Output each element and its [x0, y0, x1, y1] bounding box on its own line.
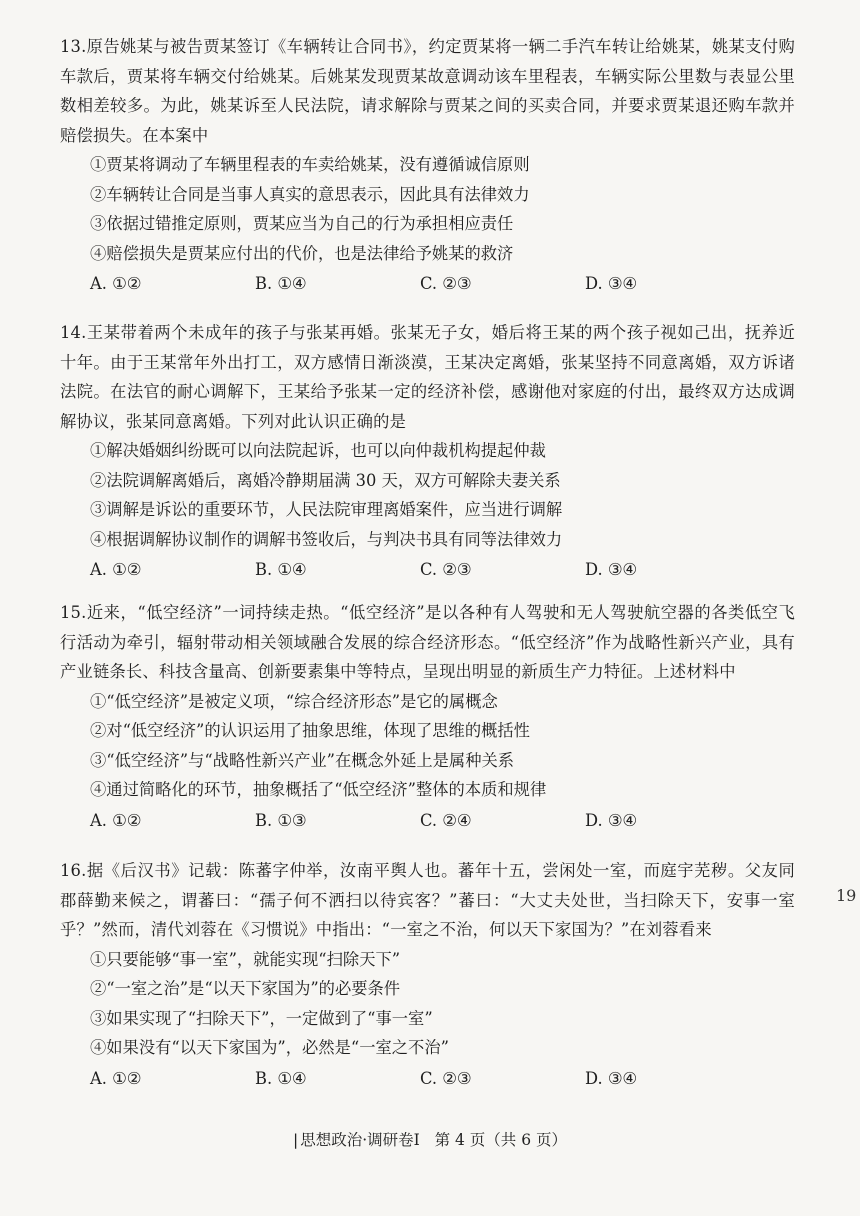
statement-4: ④如果没有“以天下家国为”，必然是“一室之不治” [90, 1038, 449, 1057]
statement-3: ③如果实现了“扫除天下”，一定做到了“事一室” [90, 1008, 433, 1028]
answer-options [60, 805, 795, 836]
statement-4: ④赔偿损失是贾某应付出的代价，也是法律给予姚某的救济 [90, 243, 514, 263]
statement-1: ①“低空经济”是被定义项，“综合经济形态”是它的属概念 [90, 691, 498, 711]
footer-page-number: 第 4 页（共 6 页） [434, 1131, 567, 1149]
statement-2: ②法院调解离婚后，离婚冷静期届满 30 天，双方可解除夫妻关系 [90, 470, 561, 490]
statement-2: ②车辆转让合同是当事人真实的意思表示，因此具有法律效力 [90, 184, 530, 204]
option-c[interactable]: C. ②③ [420, 274, 472, 293]
option-a[interactable]: A. ①② [90, 810, 142, 830]
statement-2: ②“一室之治”是“以天下家国为”的必要条件 [90, 979, 401, 998]
question-stem [60, 598, 795, 687]
question-stem [60, 318, 795, 436]
page-footer [0, 1128, 860, 1150]
option-a[interactable]: A. ①② [90, 560, 142, 579]
stem-text: 近来，“低空经济”一词持续走热。“低空经济”是以各种有人驾驶和无人驾驶航空器的各类低空飞行活动为牵引，辐射带动相关领域融合发展的综合经济形态。“低空经济”作为战略性新兴产业，具有产业链条长、科技含量高、创新要素集中等特点，呈现出明显的新质生产力特征。上述材料中 [60, 603, 795, 681]
option-b[interactable]: B. ①④ [255, 560, 307, 579]
option-d[interactable]: D. ③④ [585, 560, 638, 579]
statement-2: ②对“低空经济”的认识运用了抽象思维，体现了思维的概括性 [90, 721, 530, 740]
stem-text: 原告姚某与被告贾某签订《车辆转让合同书》，约定贾某将一辆二手汽车转让给姚某，姚某支付购车款后，贾某将车辆交付给姚某。后姚某发现贾某故意调动该车里程表，车辆实际公里数与表显公里数相差较多。为此，姚某诉至人民法院，请求解除与贾某之间的买卖合同，并要求贾某退还购车款并赔偿损失。在本案中 [60, 37, 795, 145]
question-13 [60, 32, 795, 299]
option-b[interactable]: B. ①③ [255, 810, 307, 830]
answer-options [60, 1063, 795, 1094]
statement-1: ①解决婚姻纠纷既可以向法院起诉，也可以向仲裁机构提起仲裁 [90, 441, 546, 460]
question-15 [60, 598, 795, 836]
option-b[interactable]: B. ①④ [255, 274, 307, 293]
stem-text: 王某带着两个未成年的孩子与张某再婚。张某无子女，婚后将王某的两个孩子视如己出，抚养近十年。由于王某常年外出打工，双方感情日渐淡漠，王某决定离婚，张某坚持不同意离婚，双方诉诸法院。在法官的耐心调解下，王某给予张某一定的经济补偿，感谢他对家庭的付出，最终双方达成调解协议，张某同意离婚。下列对此认识正确的是 [60, 323, 795, 431]
option-d[interactable]: D. ③④ [585, 810, 638, 830]
footer-divider: | [292, 1131, 299, 1149]
question-16 [60, 856, 795, 1094]
stem-text: 据《后汉书》记载：陈蕃字仲举，汝南平舆人也。蕃年十五，尝闲处一室，而庭宇芜秽。父友同郡薛勤来候之，谓蕃曰：“孺子何不洒扫以待宾客？”蕃曰：“大丈夫处世，当扫除天下，安事一室乎？”然而，清代刘蓉在《习惯说》中指出：“一室之不治，何以天下家国为？”在刘蓉看来 [60, 861, 795, 939]
answer-options [60, 268, 795, 299]
question-number: 13. [60, 37, 87, 56]
option-c[interactable]: C. ②③ [420, 1068, 472, 1088]
side-page-number: 19 [836, 886, 857, 905]
option-d[interactable]: D. ③④ [585, 1068, 638, 1088]
question-number: 15. [60, 603, 87, 622]
statement-4: ④通过简略化的环节，抽象概括了“低空经济”整体的本质和规律 [90, 780, 547, 799]
option-c[interactable]: C. ②④ [420, 810, 472, 830]
option-d[interactable]: D. ③④ [585, 274, 638, 293]
statement-1: ①只要能够“事一室”，就能实现“扫除天下” [90, 949, 401, 969]
option-c[interactable]: C. ②③ [420, 560, 472, 579]
statement-3: ③依据过错推定原则，贾某应当为自己的行为承担相应责任 [90, 214, 514, 233]
option-a[interactable]: A. ①② [90, 274, 142, 293]
question-14 [60, 318, 795, 585]
option-a[interactable]: A. ①② [90, 1068, 142, 1088]
option-b[interactable]: B. ①④ [255, 1068, 307, 1088]
statement-3: ③调解是诉讼的重要环节，人民法院审理离婚案件，应当进行调解 [90, 500, 563, 519]
question-number: 16. [60, 861, 87, 880]
question-stem [60, 856, 795, 945]
footer-subject: 思想政治·调研卷Ⅰ [300, 1131, 420, 1149]
statement-3: ③“低空经济”与“战略性新兴产业”在概念外延上是属种关系 [90, 750, 515, 770]
statement-4: ④根据调解协议制作的调解书签收后，与判决书具有同等法律效力 [90, 529, 563, 549]
answer-options [60, 554, 795, 585]
statement-1: ①贾某将调动了车辆里程表的车卖给姚某，没有遵循诚信原则 [90, 155, 530, 174]
question-stem [60, 32, 795, 150]
question-number: 14. [60, 323, 87, 342]
